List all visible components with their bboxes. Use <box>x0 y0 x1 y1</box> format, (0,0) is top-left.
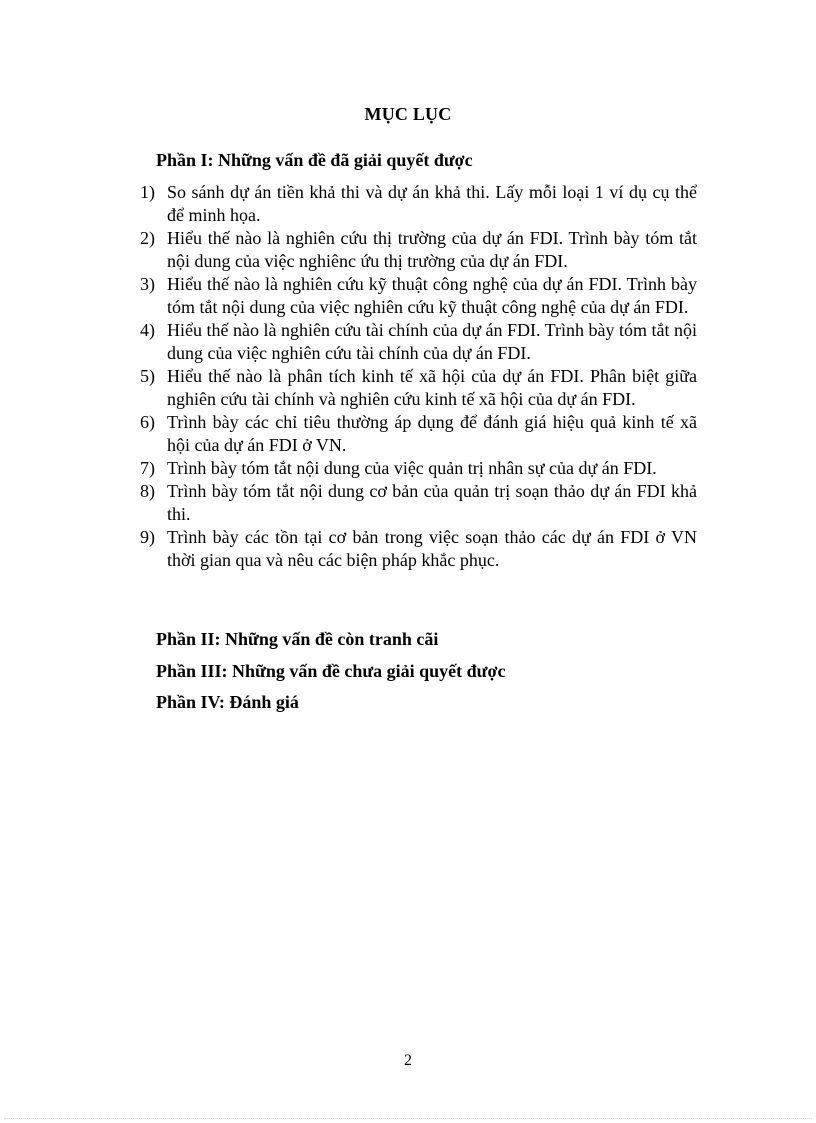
list-item <box>140 480 697 526</box>
list-item-text: Trình bày tóm tắt nội dung của việc quản trị nhân sự của dự án FDI. <box>167 458 657 478</box>
list-item-text: Hiểu thế nào là nghiên cứu thị trường của dự án FDI. Trình bày tóm tắt nội dung của việc nghiênc ứu thị trường của dự án FDI. <box>167 228 697 271</box>
toc-list <box>140 181 697 572</box>
list-item-number: 1) <box>140 182 155 202</box>
part-4-heading: Phần IV: Đánh giá <box>156 692 299 712</box>
list-item-text: Hiểu thế nào là phân tích kinh tế xã hội của dự án FDI. Phân biệt giữa nghiên cứu tài chính và nghiên cứu kinh tế xã hội của dự án FDI. <box>167 366 697 409</box>
list-item-text: Trình bày các chỉ tiêu thường áp dụng để đánh giá hiệu quả kinh tế xã hội của dự án FDI ở VN. <box>167 412 697 455</box>
page-bottom-divider <box>4 1118 812 1119</box>
list-item <box>140 273 697 319</box>
list-item <box>140 227 697 273</box>
list-item-text: Trình bày tóm tắt nội dung cơ bản của quản trị soạn thảo dự án FDI khả thi. <box>167 481 697 524</box>
list-item-text: Hiểu thế nào là nghiên cứu kỹ thuật công nghệ của dự án FDI. Trình bày tóm tắt nội dung của việc nghiên cứu kỹ thuật công nghệ của dự án FDI. <box>167 274 697 317</box>
list-item-text: Trình bày các tồn tại cơ bản trong việc soạn thảo các dự án FDI ở VN thời gian qua và nêu các biện pháp khắc phục. <box>167 527 697 570</box>
list-item <box>140 319 697 365</box>
page-number: 2 <box>404 1052 412 1069</box>
list-item <box>140 411 697 457</box>
list-item-number: 5) <box>140 366 155 386</box>
list-item-text: Hiểu thế nào là nghiên cứu tài chính của dự án FDI. Trình bày tóm tắt nội dung của việc nghiên cứu tài chính của dự án FDI. <box>167 320 697 363</box>
list-item <box>140 526 697 572</box>
part-1-heading: Phần I: Những vấn đề đã giải quyết được <box>156 150 473 170</box>
list-item-number: 8) <box>140 481 155 501</box>
list-item-number: 7) <box>140 458 155 478</box>
list-item-number: 6) <box>140 412 155 432</box>
part-3-heading: Phần III: Những vấn đề chưa giải quyết được <box>156 661 506 681</box>
list-item-number: 2) <box>140 228 155 248</box>
page-title: MỤC LỤC <box>364 104 452 124</box>
list-item-number: 9) <box>140 527 155 547</box>
list-item <box>140 181 697 227</box>
list-item-text: So sánh dự án tiền khả thi và dự án khả thi. Lấy mỗi loại 1 ví dụ cụ thể để minh họa. <box>167 182 697 225</box>
list-item <box>140 365 697 411</box>
list-item-number: 4) <box>140 320 155 340</box>
part-2-heading: Phần II: Những vấn đề còn tranh cãi <box>156 629 439 649</box>
list-item-number: 3) <box>140 274 155 294</box>
list-item <box>140 457 697 480</box>
